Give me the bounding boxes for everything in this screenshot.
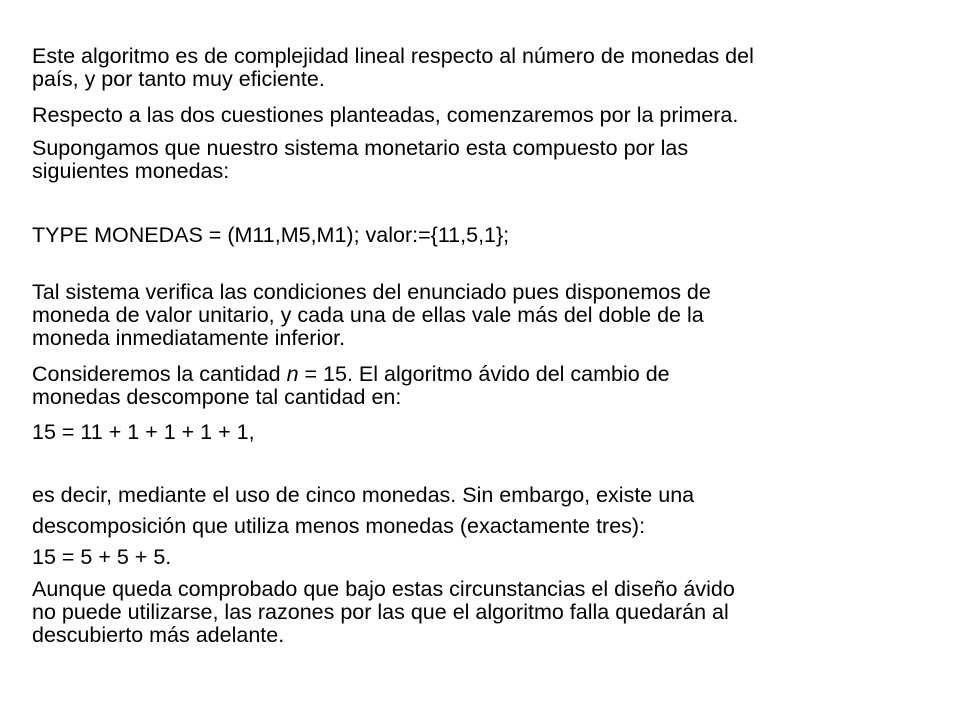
type-declaration bbox=[32, 224, 932, 247]
paragraph-questions bbox=[32, 104, 932, 127]
paragraph-complexity bbox=[32, 45, 932, 91]
text-line: Aunque queda comprobado que bajo estas circunstancias el diseño ávido bbox=[32, 577, 735, 601]
paragraph-five-coins bbox=[32, 484, 932, 507]
text-line: 15 = 5 + 5 + 5. bbox=[32, 545, 172, 569]
text-line bbox=[32, 363, 932, 386]
text-line: Respecto a las dos cuestiones planteadas, comenzaremos por la primera. bbox=[32, 103, 739, 127]
paragraph-quantity bbox=[32, 363, 932, 409]
equation-greedy bbox=[32, 421, 932, 444]
text-line: Este algoritmo es de complejidad lineal respecto al número de monedas del bbox=[32, 44, 754, 68]
paragraph-suppose bbox=[32, 137, 932, 183]
text-line: descubierto más adelante. bbox=[32, 623, 285, 647]
text-line: descomposición que utiliza menos monedas (exactamente tres): bbox=[32, 514, 646, 538]
variable-n: n bbox=[286, 362, 299, 386]
text-line: es decir, mediante el uso de cinco monedas. Sin embargo, existe una bbox=[32, 483, 695, 507]
paragraph-conclusion bbox=[32, 578, 932, 647]
equation-optimal bbox=[32, 546, 932, 569]
text-line: monedas descompone tal cantidad en: bbox=[32, 385, 402, 409]
text-line: no puede utilizarse, las razones por las que el algoritmo falla quedarán al bbox=[32, 600, 729, 624]
text-line: moneda de valor unitario, y cada una de ellas vale más del doble de la bbox=[32, 303, 704, 327]
text-line: TYPE MONEDAS = (M11,M5,M1); valor:={11,5,1}; bbox=[32, 223, 510, 247]
text-fragment: = 15. El algoritmo ávido del cambio de bbox=[298, 362, 670, 386]
text-line: Supongamos que nuestro sistema monetario esta compuesto por las bbox=[32, 136, 689, 160]
text-line: 15 = 11 + 1 + 1 + 1 + 1, bbox=[32, 420, 255, 444]
text-line: país, y por tanto muy eficiente. bbox=[32, 67, 325, 91]
text-line: moneda inmediatamente inferior. bbox=[32, 326, 346, 350]
text-line: siguientes monedas: bbox=[32, 159, 230, 183]
paragraph-better-decomposition bbox=[32, 515, 932, 538]
paragraph-conditions bbox=[32, 281, 932, 350]
text-line: Tal sistema verifica las condiciones del enunciado pues disponemos de bbox=[32, 280, 711, 304]
text-fragment: Consideremos la cantidad bbox=[32, 362, 287, 386]
